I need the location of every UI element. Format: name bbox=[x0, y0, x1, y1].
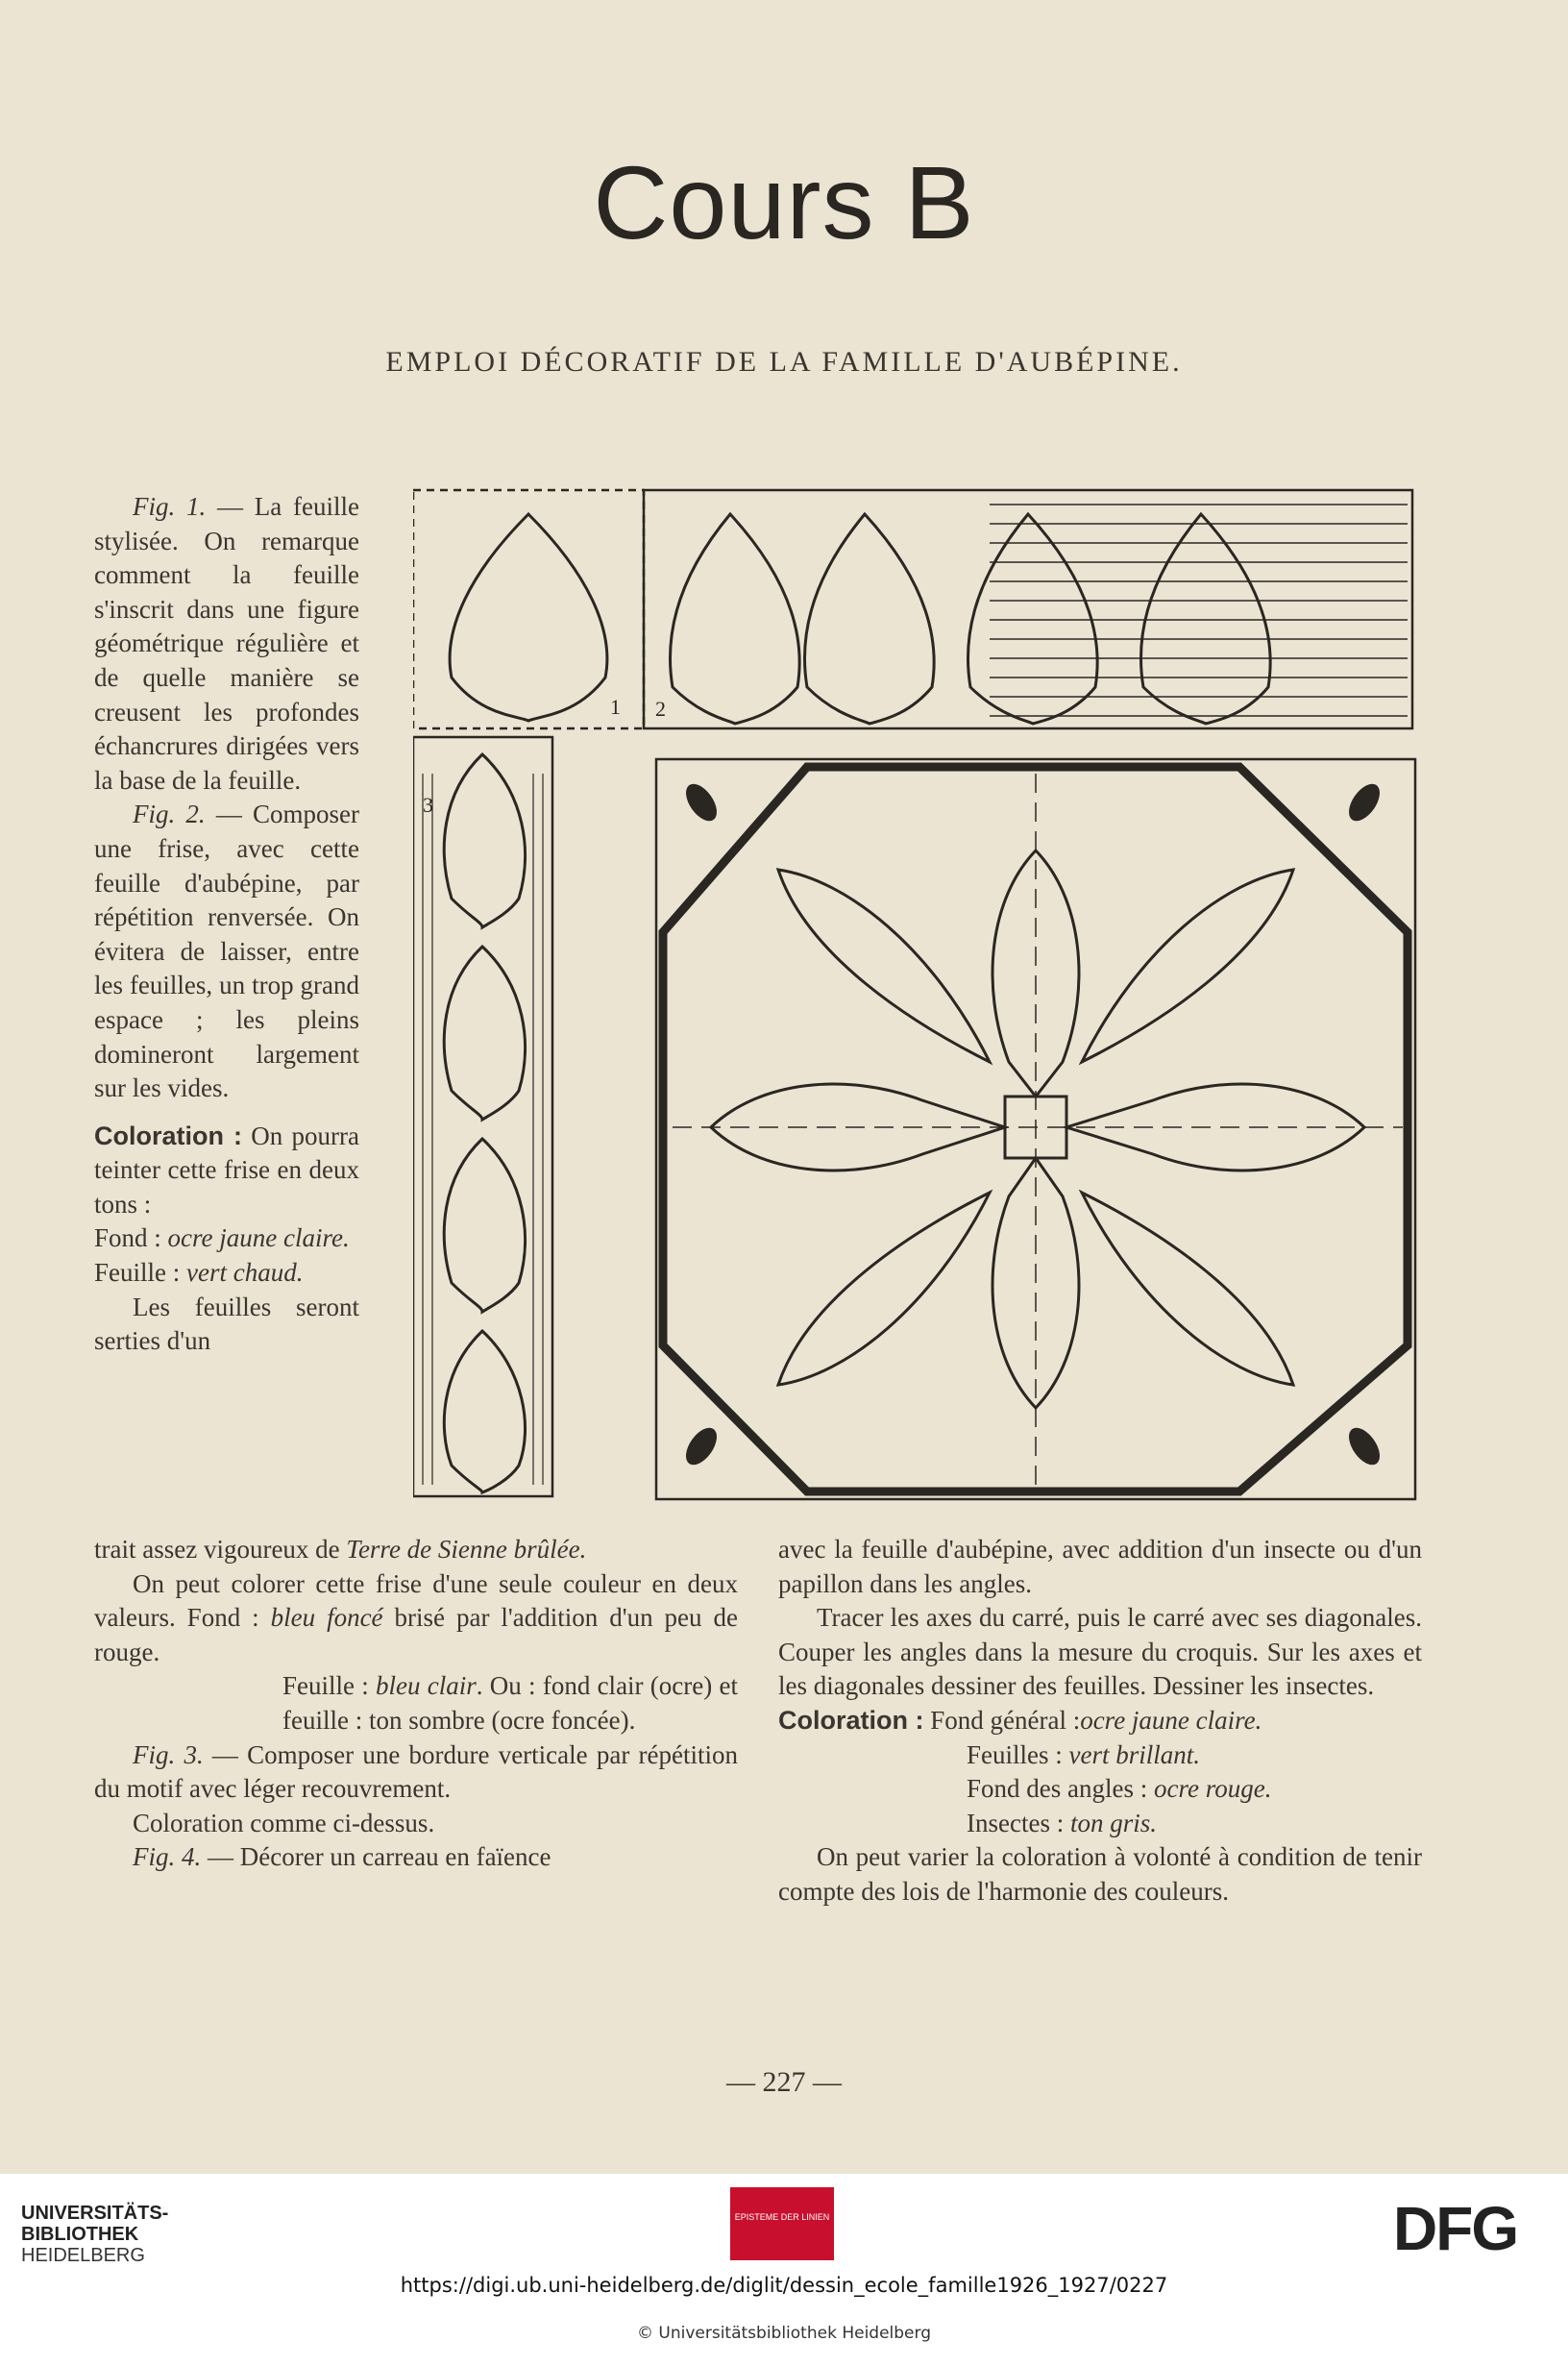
fig1-mark: 1 bbox=[610, 695, 621, 719]
colorer-color: bleu foncé bbox=[270, 1603, 383, 1633]
tile-leaf-ne bbox=[1082, 870, 1293, 1062]
fond-general-value: ocre jaune claire. bbox=[1080, 1705, 1262, 1735]
fig2-label: Fig. 2. bbox=[133, 800, 206, 829]
left-column bbox=[94, 490, 359, 1359]
fig1-frame bbox=[413, 490, 644, 728]
fig1-paragraph bbox=[94, 490, 359, 798]
coloration-same-line: Coloration comme ci-dessus. bbox=[133, 1808, 435, 1837]
viewer-footer bbox=[0, 2174, 1568, 2366]
dfg-logo[interactable]: DFG bbox=[1393, 2194, 1518, 2263]
border-leaf-2 bbox=[444, 947, 525, 1120]
angles-value: ocre rouge. bbox=[1154, 1774, 1272, 1804]
angles-line bbox=[778, 1772, 1422, 1807]
coloration-label: Coloration : bbox=[94, 1121, 242, 1150]
trait-text: trait assez vigoureux de bbox=[94, 1535, 347, 1564]
fig1-leaf bbox=[450, 514, 607, 721]
colorer-rest: brisé par l'addition d'un peu de rouge. bbox=[94, 1603, 738, 1666]
fig4-label: Fig. 4. bbox=[133, 1842, 202, 1872]
bottom-left-column bbox=[94, 1533, 738, 1875]
colorer-paragraph bbox=[94, 1567, 738, 1670]
right-coloration bbox=[778, 1704, 1422, 1738]
frise-leaf-2 bbox=[805, 514, 935, 724]
insect-ne bbox=[1343, 778, 1386, 826]
source-url-link[interactable]: https://digi.ub.uni-heidelberg.de/diglit/dessin_ecole_famille1926_1927/0227 bbox=[400, 2274, 1168, 2297]
fond-label: Fond : bbox=[94, 1223, 168, 1253]
frise-leaf-1 bbox=[671, 514, 800, 724]
page-subtitle: EMPLOI DÉCORATIF DE LA FAMILLE D'AUBÉPINE. bbox=[385, 346, 1183, 378]
feuilles-line bbox=[778, 1738, 1422, 1773]
insectes-label: Insectes : bbox=[967, 1808, 1070, 1837]
frise-leaf-4 bbox=[1141, 514, 1271, 724]
library-line3: HEIDELBERG bbox=[21, 2245, 145, 2266]
colorer-text: On peut colorer cette frise d'une seule couleur en deux valeurs. Fond : bbox=[94, 1568, 738, 1633]
episteme-logo-text: EPISTEME DER LINIEN bbox=[734, 2212, 830, 2222]
right-coloration-label: Coloration : bbox=[778, 1705, 924, 1735]
fig2-paragraph bbox=[94, 798, 359, 1105]
border-leaf-1 bbox=[444, 754, 525, 927]
episteme-logo[interactable] bbox=[730, 2187, 834, 2260]
library-line2: BIBLIOTHEK bbox=[21, 2224, 139, 2245]
feuille-alt-rest: . Ou : fond clair (ocre) et feuille : ton sombre (ocre foncée). bbox=[282, 1671, 738, 1735]
border-leaf-4 bbox=[444, 1331, 525, 1492]
fig2-frame bbox=[644, 490, 1412, 728]
insectes-value: ton gris. bbox=[1069, 1808, 1157, 1837]
page-number: — 227 — bbox=[726, 2066, 842, 2098]
tile-leaf-sw bbox=[778, 1193, 990, 1385]
coloration-text: On pourra teinter cette frise en deux tons : bbox=[94, 1121, 359, 1219]
frise-hatching bbox=[990, 505, 1408, 716]
coloration-paragraph bbox=[94, 1120, 359, 1222]
bottom-right-column bbox=[778, 1533, 1422, 1910]
frise-leaf-3 bbox=[968, 514, 1098, 724]
serties-line: Les feuilles seront serties d'un bbox=[94, 1292, 359, 1356]
copyright-notice: © Universitätsbibliothek Heidelberg bbox=[636, 2324, 931, 2343]
feuille-label: Feuille : bbox=[94, 1258, 186, 1288]
feuille-alt-label: Feuille : bbox=[282, 1671, 377, 1701]
fig2-mark: 2 bbox=[655, 697, 666, 721]
insect-nw bbox=[680, 778, 723, 826]
feuille-line bbox=[94, 1256, 359, 1291]
angles-label: Fond des angles : bbox=[967, 1774, 1154, 1804]
tile-leaf-n bbox=[992, 850, 1079, 1097]
fond-general-label: Fond général : bbox=[923, 1705, 1081, 1735]
trait-color: Terre de Sienne brûlée. bbox=[346, 1535, 587, 1564]
feuilles-label: Feuilles : bbox=[967, 1739, 1069, 1769]
fig3-mark: 3 bbox=[423, 793, 433, 817]
fig4-text: — Décorer un carreau en faïence bbox=[201, 1842, 551, 1872]
insect-sw bbox=[680, 1422, 723, 1470]
library-line1: UNIVERSITÄTS- bbox=[21, 2203, 169, 2224]
right-line2: Tracer les axes du carré, puis le carré avec ses diagonales. Couper les angles dans la mesure du croquis. Sur les axes et les diagonales dessiner des feuilles. Dessiner les insectes. bbox=[778, 1603, 1422, 1701]
fond-value: ocre jaune claire. bbox=[167, 1223, 350, 1253]
insectes-line bbox=[778, 1807, 1422, 1841]
insect-se bbox=[1343, 1422, 1386, 1470]
fig4-paragraph bbox=[94, 1840, 738, 1875]
fig2-text: — Composer une frise, avec cette feuille d'aubépine, par répétition renversée. On évitera de laisser, entre les feuilles, un trop grand espace ; les pleins domineront largement sur les vides. bbox=[94, 800, 359, 1103]
final-paragraph: On peut varier la coloration à volonté à condition de tenir compte des lois de l'harmonie des couleurs. bbox=[778, 1842, 1422, 1906]
fig1-text: — La feuille stylisée. On remarque comment la feuille s'inscrit dans une figure géométrique régulière et de quelle manière se creusent les profondes échancrures dirigées vers la base de la feuille. bbox=[94, 492, 359, 795]
feuille-value: vert chaud. bbox=[186, 1258, 304, 1288]
fig3-hatching bbox=[423, 774, 543, 1485]
page-title: Cours B bbox=[593, 144, 975, 260]
tile-leaf-se bbox=[1082, 1193, 1293, 1385]
illustration-plate bbox=[413, 485, 1427, 1504]
feuilles-value: vert brillant. bbox=[1068, 1739, 1200, 1769]
leaf-motifs bbox=[444, 514, 1364, 1492]
tile-leaf-nw bbox=[778, 870, 990, 1062]
trait-paragraph bbox=[94, 1533, 738, 1567]
fig3-label: Fig. 3. bbox=[133, 1739, 204, 1769]
right-line1: avec la feuille d'aubépine, avec addition d'un insecte ou d'un papillon dans les angles. bbox=[778, 1535, 1422, 1598]
feuille-alt-color: bleu clair bbox=[376, 1671, 477, 1701]
fig1-label: Fig. 1. bbox=[133, 492, 207, 521]
library-logo[interactable] bbox=[21, 2203, 168, 2266]
feuille-alt-paragraph bbox=[94, 1669, 738, 1738]
border-leaf-3 bbox=[444, 1139, 525, 1312]
fig3-text: — Composer une bordure verticale par répétition du motif avec léger recouvrement. bbox=[94, 1739, 738, 1804]
fig3-paragraph bbox=[94, 1738, 738, 1807]
fond-line bbox=[94, 1221, 359, 1256]
